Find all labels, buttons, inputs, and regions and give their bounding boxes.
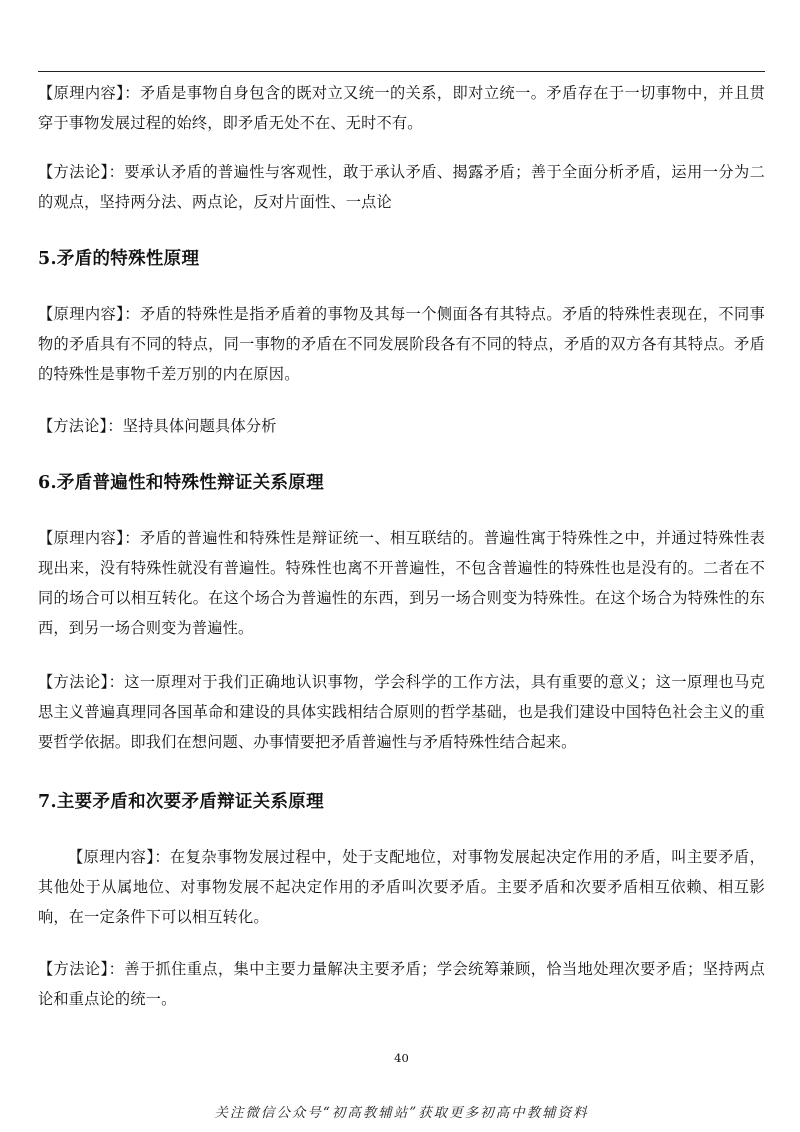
label-principle-content: 【原理内容】 xyxy=(38,305,125,323)
paragraph-dialectic-content xyxy=(38,523,765,643)
paragraph-contradiction-content xyxy=(38,78,765,138)
header-rule xyxy=(38,71,765,72)
paragraph-dialectic-method xyxy=(38,667,765,757)
paragraph-text: ：矛盾的普遍性和特殊性是辩证统一、相互联结的。普遍性寓于特殊性之中，并通过特殊性表现出来，没有特殊性就没有普遍性。特殊性也离不开普遍性，不包含普遍性的特殊性也是没有的。二者在不同的场合可以相互转化。在这个场合为普遍性的东西，到另一场合则变为特殊性。在这个场合为特殊性的东西，到另一场合则变为普遍性。 xyxy=(38,529,765,637)
page-number: 40 xyxy=(394,1051,409,1065)
paragraph-text: ：善于抓住重点，集中主要力量解决主要矛盾；学会统筹兼顾，恰当地处理次要矛盾；坚持两点论和重点论的统一。 xyxy=(38,960,765,1008)
paragraph-text: ：坚持具体问题具体分析 xyxy=(107,417,277,435)
paragraph-particularity-content xyxy=(38,299,765,389)
paragraph-text: ：矛盾是事物自身包含的既对立又统一的关系，即对立统一。矛盾存在于一切事物中，并且贯穿于事物发展过程的始终，即矛盾无处不在、无时不有。 xyxy=(38,84,765,132)
paragraph-contradiction-method xyxy=(38,157,765,217)
label-principle-content: 【原理内容】 xyxy=(68,848,155,866)
label-methodology: 【方法论】 xyxy=(38,163,109,181)
paragraph-text: ：要承认矛盾的普遍性与客观性，敢于承认矛盾、揭露矛盾；善于全面分析矛盾，运用一分为二的观点，坚持两分法、两点论，反对片面性、一点论 xyxy=(38,163,765,211)
label-methodology: 【方法论】 xyxy=(38,960,109,978)
section-heading-7: 7.主要矛盾和次要矛盾辩证关系原理 xyxy=(38,792,324,812)
paragraph-particularity-method xyxy=(38,411,765,441)
paragraph-text: ：在复杂事物发展过程中，处于支配地位，对事物发展起决定作用的矛盾，叫主要矛盾，其他处于从属地位、对事物发展不起决定作用的矛盾叫次要矛盾。主要矛盾和次要矛盾相互依赖、相互影响，在一定条件下可以相互转化。 xyxy=(38,848,765,926)
section-heading-5: 5.矛盾的特殊性原理 xyxy=(38,249,200,269)
paragraph-principal-content xyxy=(38,842,765,932)
paragraph-text: ：这一原理对于我们正确地认识事物，学会科学的工作方法，具有重要的意义；这一原理也马克思主义普遍真理同各国革命和建设的具体实践相结合原则的哲学基础，也是我们建设中国特色社会主义的重要哲学依据。即我们在想问题、办事情要把矛盾普遍性与矛盾特殊性结合起来。 xyxy=(38,673,765,751)
footer-promo-text: 关注微信公众号“初高教辅站”获取更多初高中教辅资料 xyxy=(214,1105,589,1121)
label-methodology: 【方法论】 xyxy=(38,417,108,435)
label-methodology: 【方法论】 xyxy=(38,673,109,691)
section-heading-6: 6.矛盾普遍性和特殊性辩证关系原理 xyxy=(38,473,324,493)
paragraph-text: ：矛盾的特殊性是指矛盾着的事物及其每一个侧面各有其特点。矛盾的特殊性表现在，不同事物的矛盾具有不同的特点，同一事物的矛盾在不同发展阶段各有不同的特点，矛盾的双方各有其特点。矛盾的特殊性是事物千差万别的内在原因。 xyxy=(38,305,765,383)
label-principle-content: 【原理内容】 xyxy=(38,529,125,547)
paragraph-principal-method xyxy=(38,954,765,1014)
label-principle-content: 【原理内容】 xyxy=(38,84,125,102)
document-page xyxy=(38,0,765,1132)
